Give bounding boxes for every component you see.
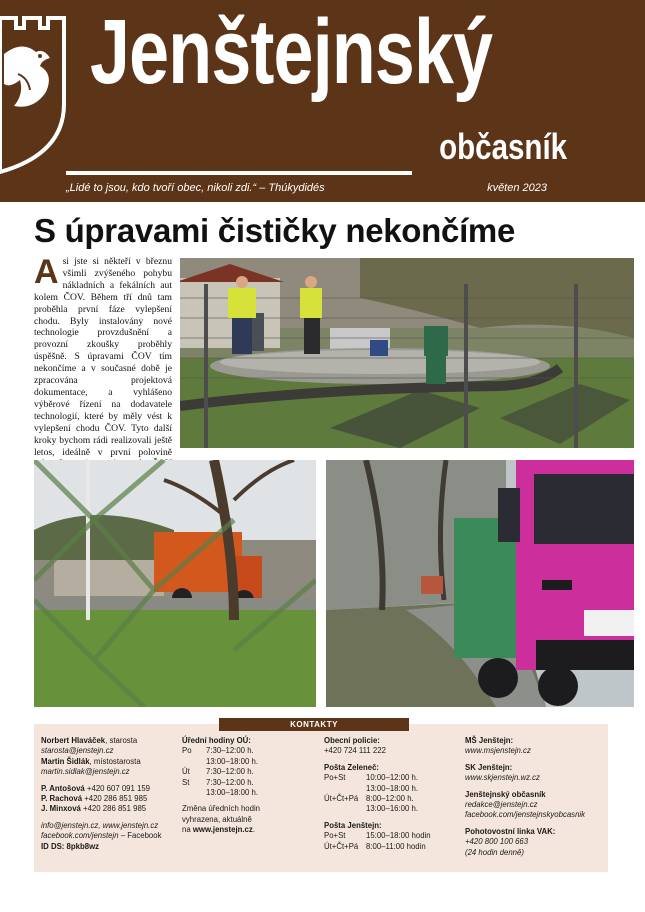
contacts-heading: KONTAKTY [219,718,409,731]
office-hours-note-suffix: . [252,825,255,835]
office-hours-day: Út [182,767,190,777]
deputy-email[interactable]: martin.sidlak@jenstejn.cz [41,767,130,777]
post-hours-time: 13:00–18:00 h. [366,783,419,793]
office-facebook-link[interactable]: facebook.com/jenstejn [41,831,119,841]
newsletter-heading: Jenštejnský občasník [465,789,546,799]
data-box-id: ID DS: 8pkb8wz [41,841,100,851]
office-hours-note-prefix: na [182,825,193,835]
sports-club-web-link[interactable]: www.skjenstejn.wz.cz [465,773,540,783]
phone-contact-name: P. Rachová [41,794,83,804]
post-hours-time: 10:00–12:00 h. [366,773,419,783]
contacts-column-links [465,736,605,858]
mayor-role: , starosta [105,736,138,745]
article-body [34,253,172,482]
office-hours-note-2: vyhrazena, aktuálně [182,814,252,824]
office-email-web[interactable]: info@jenstejn.cz, www.jenstejn.cz [41,820,159,830]
mayor-name: Norbert Hlaváček [41,736,106,745]
phone-contact-name: P. Antošová [41,783,85,793]
kindergarten-heading: MŠ Jenštejn: [465,736,514,745]
article-headline: S úpravami čističky nekončíme [34,212,516,249]
office-hours-time: 7:30–12:00 h. [206,777,254,787]
phone-contact-number: +420 286 851 985 [80,804,147,814]
article-text: si jste si někteří v březnu všimli zvýšeného pohybu nákladních a fekálních aut kolem ČOV. Během tří dnů tam proběhla první fáze vylepšení chodu. Byly instalovány nové technologie provzdušnění a provozní zkoušky proběhly úspěšně. S úpravami ČOV tím nekončíme a v současné době je zpracována projektová dokumentace, a vyhlášeno výběrové řízení na dodavatele technologií, které by měly vést k vylepšení chodu ČOV. Tyto další kroky bychom rádi realizovali ještě letos, ideálně v první polovině [34,256,172,458]
police-phone: +420 724 111 222 [324,746,386,756]
post-hours-day [324,804,366,814]
masthead-divider [66,171,412,175]
office-hours-note-1: Změna úředních hodin [182,804,261,814]
phone-contact-number: +420 286 851 985 [82,794,148,804]
post-hours-day: Po+St [324,831,346,841]
office-hours-day: St [182,777,190,787]
office-hours-heading: Úřední hodiny OÚ: [182,736,251,745]
sports-club-heading: SK Jenštejn: [465,762,513,772]
vak-hotline-phone: +420 800 100 663 [465,837,529,847]
office-hours-time: 7:30–12:00 h. [206,767,254,777]
masthead-motto: „Lidé to jsou, kdo tvoří obec, nikoli zdi.“ – Thúkydidés [66,182,325,194]
newsletter-email[interactable]: redakce@jenstejn.cz [465,800,538,810]
phone-contact-name: J. Minxová [41,804,81,814]
vak-hotline-note: (24 hodin denně) [465,847,524,857]
issue-date: květen 2023 [487,182,547,194]
office-hours-web-link[interactable]: www.jenstejn.cz [192,825,253,835]
photo-treatment-plant-workers [180,258,634,448]
contacts-column-office-hours [182,736,320,836]
post-office-jenstejn-heading: Pošta Jenštejn: [324,820,382,830]
office-hours-day [182,788,206,798]
office-hours-day [182,757,206,767]
deputy-name: Martin Šidlák [41,756,90,766]
post-hours-time: 8:00–11:00 hodin [366,841,426,851]
kindergarten-web-link[interactable]: www.msjenstejn.cz [465,746,531,756]
post-office-zelenec-heading: Pošta Zeleneč: [324,762,380,772]
vak-hotline-heading: Pohotovostní linka VAK: [465,826,556,836]
photo-pink-tanker-truck [326,460,634,707]
contacts-column-officials [41,736,181,852]
office-hours-time: 7:30–12:00 h. [206,746,254,756]
mayor-email[interactable]: starosta@jenstejn.cz [41,746,114,756]
newsletter-facebook-link[interactable]: facebook.com/jenstejnskyobcasnik [465,810,586,820]
office-hours-time: 13:00–18:00 h. [206,756,259,766]
post-hours-day [324,784,366,794]
photo-fekal-truck-behind-fence [34,460,316,707]
post-hours-time: 8:00–12:00 h. [366,794,414,804]
police-heading: Obecní policie: [324,736,380,745]
post-hours-day: Út+Čt+Pá [324,794,359,804]
post-hours-time: 15:00–18:00 hodin [366,831,431,841]
office-hours-time: 13:00–18:00 h. [206,788,259,798]
office-hours-day: Po [182,746,192,756]
office-facebook-suffix: – Facebook [118,831,162,841]
article-dropcap: A [34,253,59,291]
phone-contact-number: +420 607 091 159 [84,783,151,793]
contacts-column-services [324,736,462,852]
post-hours-day: Út+Čt+Pá [324,841,359,851]
post-hours-day: Po+St [324,773,346,783]
masthead [0,0,645,202]
deputy-role: , místostarosta [89,756,141,766]
masthead-subtitle: občasník [439,126,567,167]
masthead-title: Jenštejnský [90,1,493,103]
post-hours-time: 13:00–16:00 h. [366,804,419,814]
coat-of-arms-icon [0,14,70,174]
